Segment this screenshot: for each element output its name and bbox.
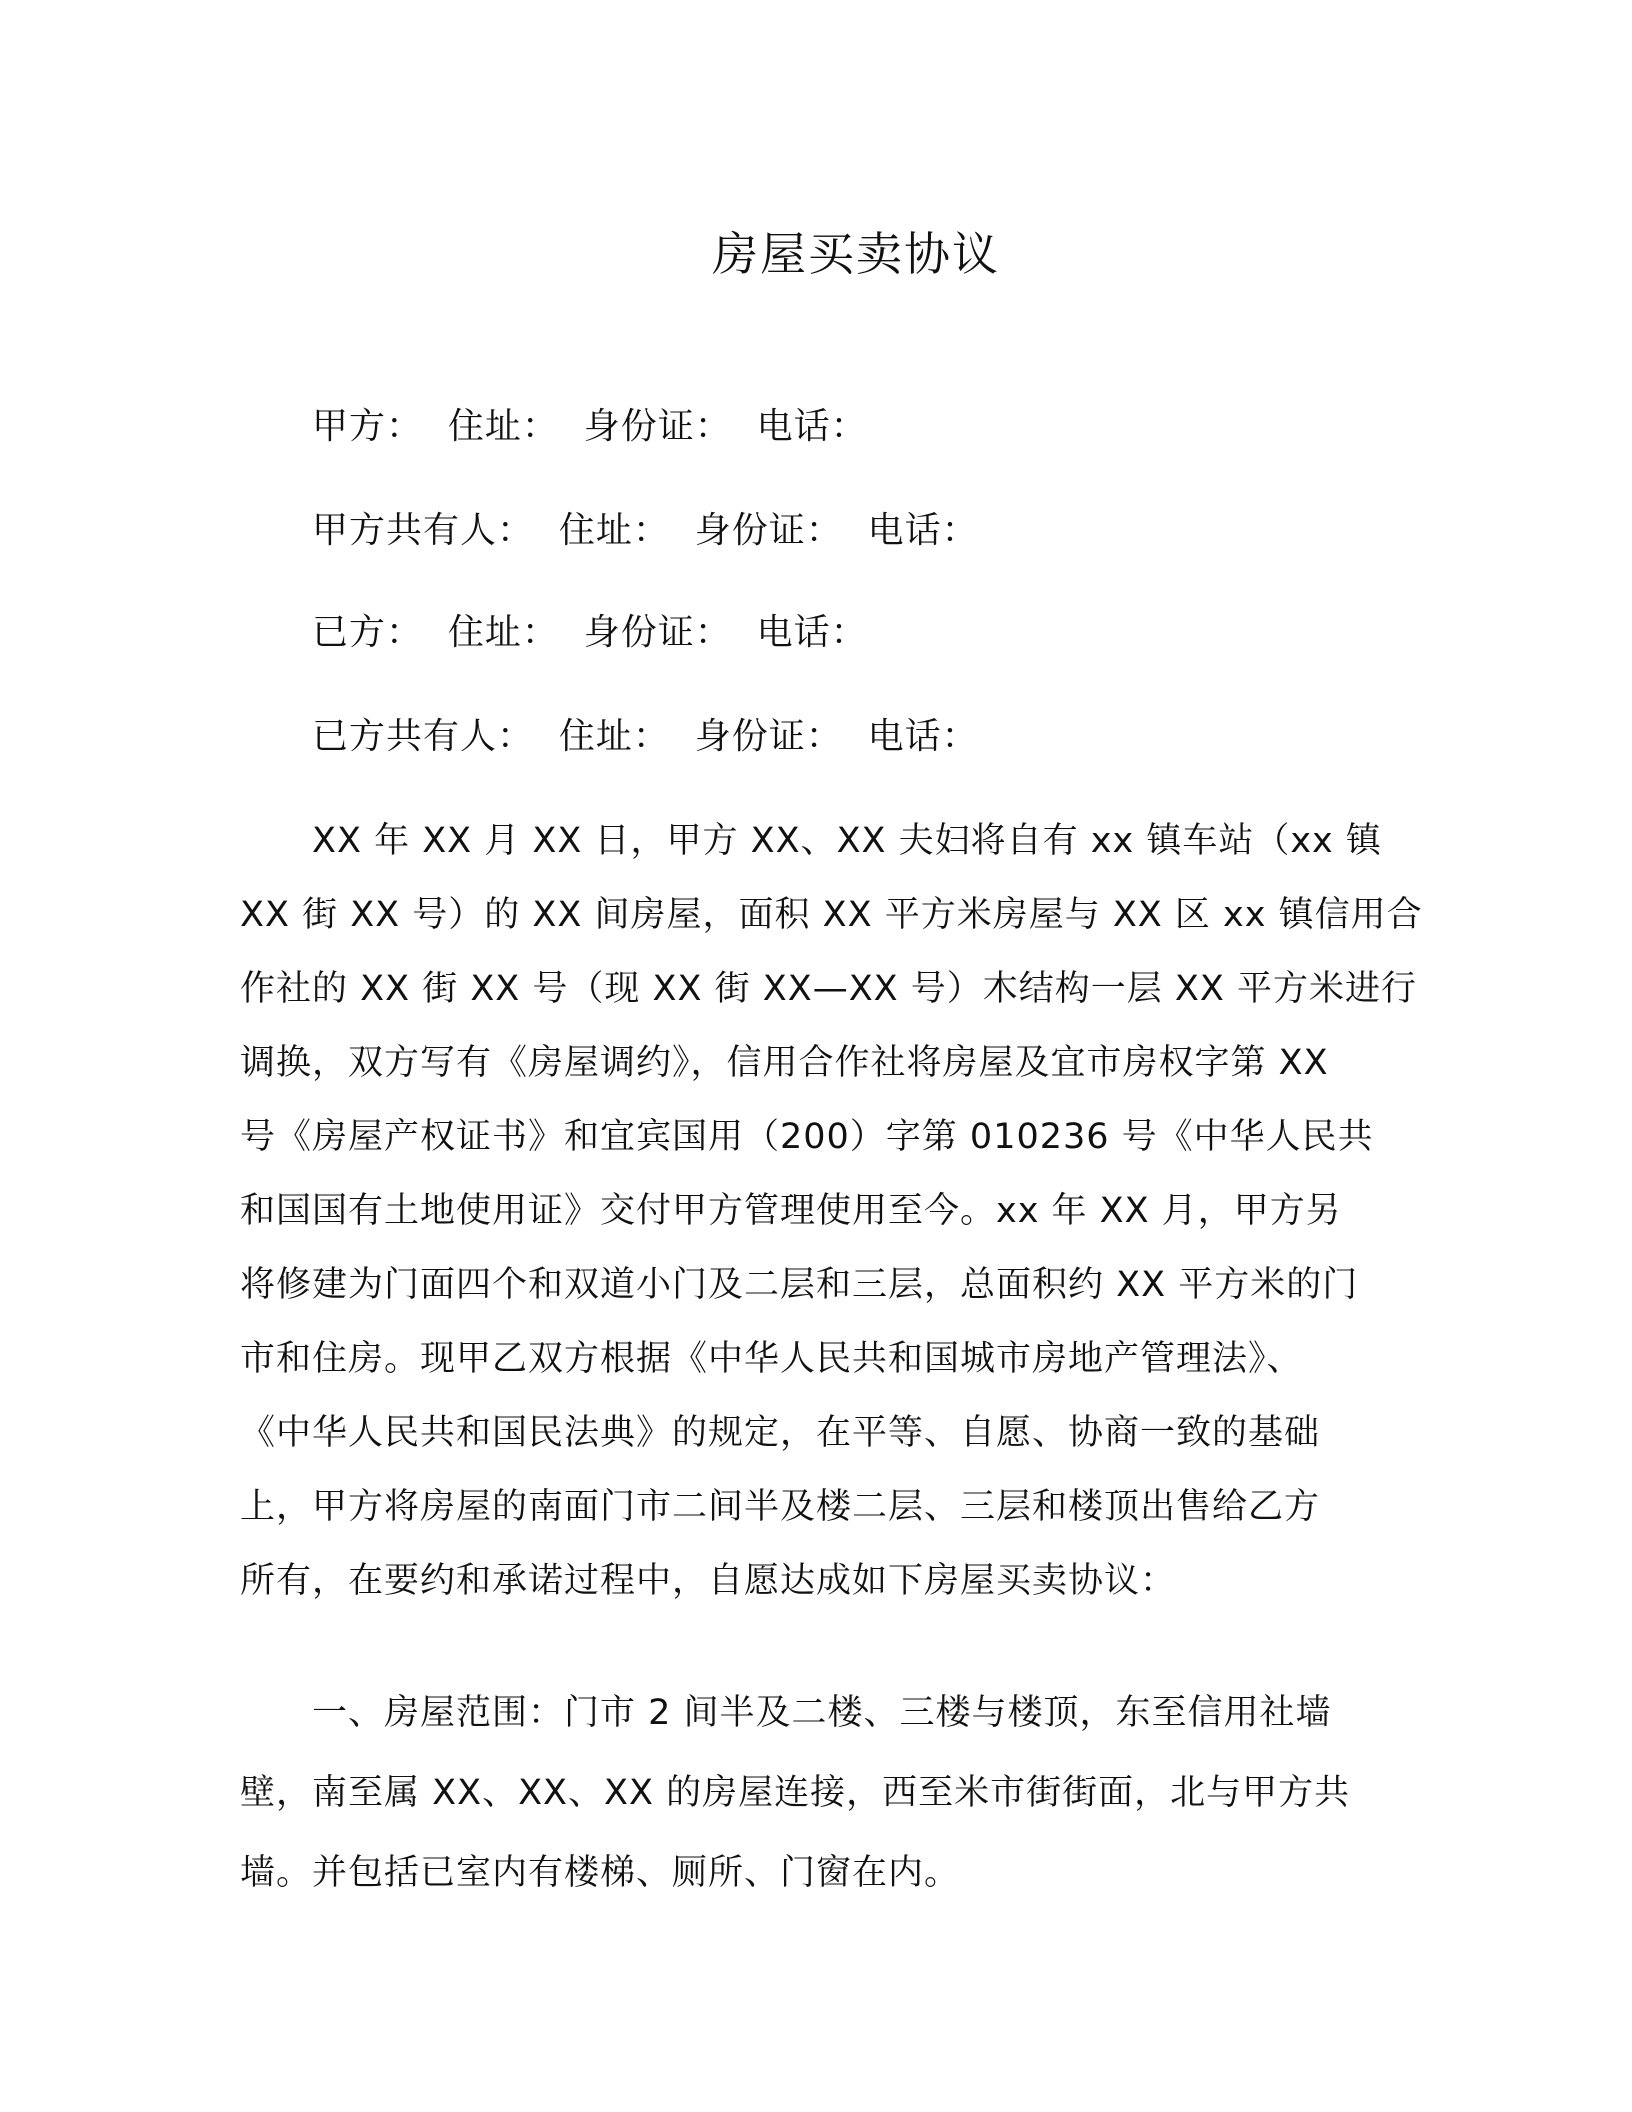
scope-paragraph bbox=[240, 1673, 1375, 1913]
document-title: 房屋买卖协议 bbox=[712, 227, 1000, 281]
paragraph-line: 所有，在要约和承诺过程中，自愿达成如下房屋买卖协议： bbox=[240, 1561, 1177, 1601]
paragraph-line: 墙。并包括已室内有楼梯、厕所、门窗在内。 bbox=[240, 1853, 961, 1893]
party-b-line: 已方： 住址： 身份证： 电话： bbox=[312, 612, 868, 653]
paragraph-line: 作社的 XX 街 XX 号（现 XX 街 XX—XX 号）木结构一层 XX 平方米进行 bbox=[240, 969, 1417, 1009]
paragraph-line: 将修建为门面四个和双道小门及二层和三层，总面积约 XX 平方米的门 bbox=[240, 1265, 1359, 1305]
paragraph-line: 壁，南至属 XX、XX、XX 的房屋连接，西至米市街街面，北与甲方共 bbox=[240, 1773, 1351, 1813]
party-a-line: 甲方： 住址： 身份证： 电话： bbox=[312, 406, 868, 447]
paragraph-line: 号《房屋产权证书》和宜宾国用（200）字第 010236 号《中华人民共 bbox=[240, 1117, 1374, 1157]
paragraph-line: 《中华人民共和国民法典》的规定，在平等、自愿、协商一致的基础 bbox=[240, 1413, 1321, 1453]
party-b-coowner-line: 已方共有人： 住址： 身份证： 电话： bbox=[312, 716, 979, 757]
paragraph-line: 和国国有土地使用证》交付甲方管理使用至今。xx 年 XX 月，甲方另 bbox=[240, 1191, 1342, 1231]
intro-paragraph bbox=[240, 804, 1423, 1618]
paragraph-line: XX 年 XX 月 XX 日，甲方 XX、XX 夫妇将自有 xx 镇车站（xx 镇 bbox=[312, 821, 1382, 861]
paragraph-line: 市和住房。现甲乙双方根据《中华人民共和国城市房地产管理法》、 bbox=[240, 1339, 1303, 1379]
paragraph-line: 上，甲方将房屋的南面门市二间半及楼二层、三层和楼顶出售给乙方 bbox=[240, 1487, 1321, 1527]
paragraph-line: XX 街 XX 号）的 XX 间房屋，面积 XX 平方米房屋与 XX 区 xx 镇信用合 bbox=[240, 895, 1423, 935]
party-a-coowner-line: 甲方共有人： 住址： 身份证： 电话： bbox=[312, 510, 979, 551]
paragraph-line: 调换，双方写有《房屋调约》，信用合作社将房屋及宜市房权字第 XX bbox=[240, 1043, 1329, 1083]
paragraph-line: 一、房屋范围：门市 2 间半及二楼、三楼与楼顶，东至信用社墙 bbox=[312, 1693, 1332, 1733]
